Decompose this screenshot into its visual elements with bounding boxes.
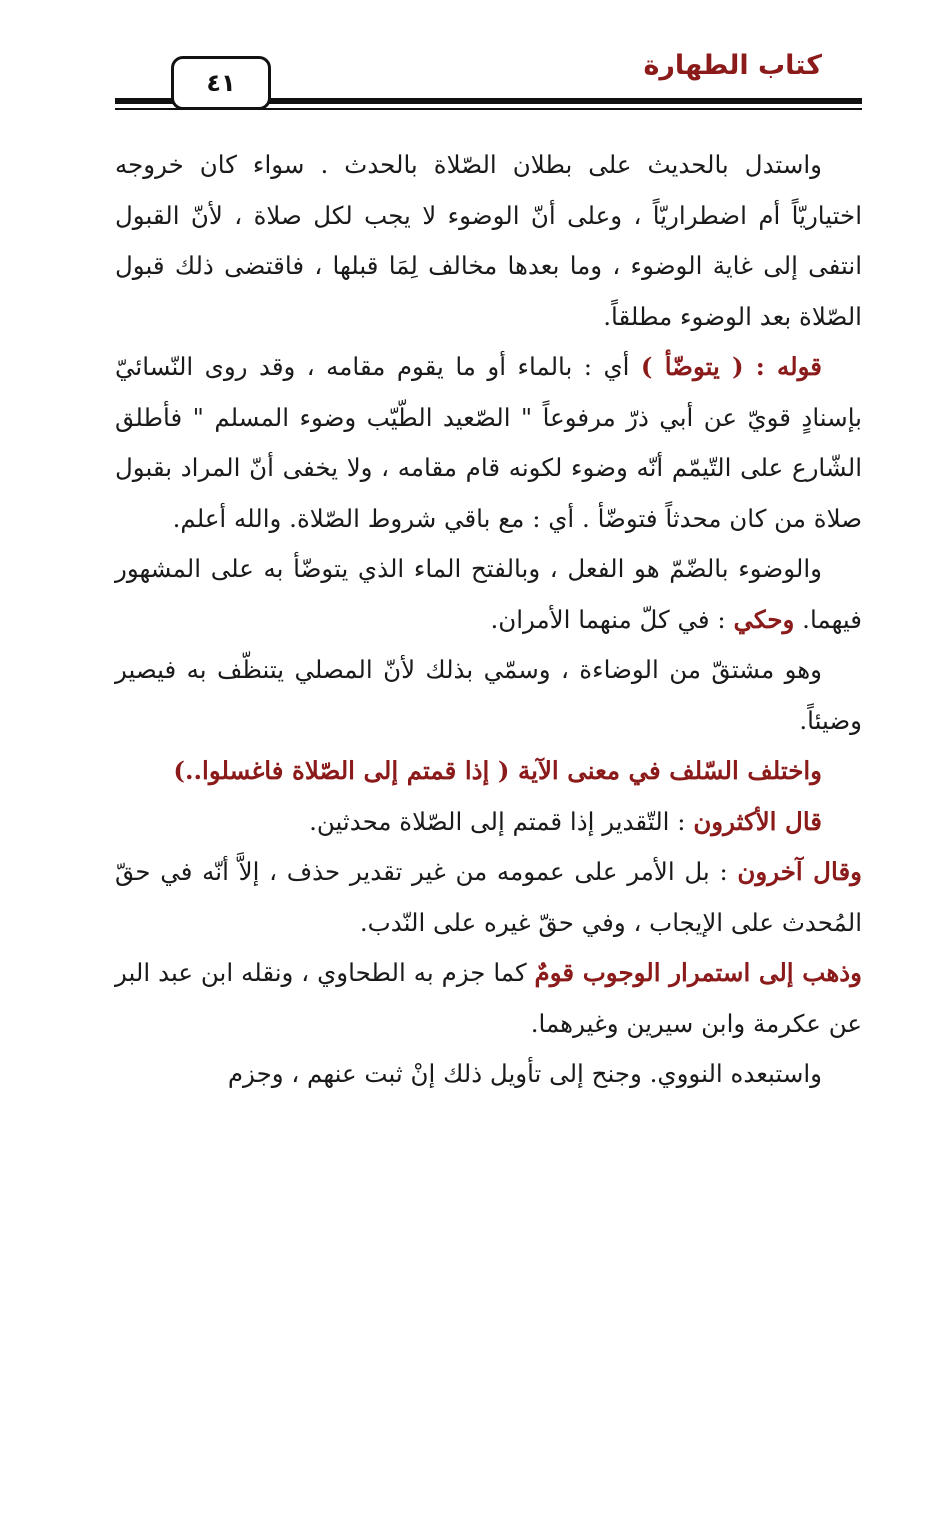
- paragraph-text: واستدل بالحديث على بطلان الصّلاة بالحدث . سواء كان خروجه اختياريّاً أم اضطراريّاً ، وعلى أنّ الوضوء لا يجب لكل صلاة ، لأنّ القبول انتفى إلى غاية الوضوء ، وما بعدها مخالف لِمَا قبلها ، فاقتضى ذلك قبول الصّلاة بعد الوضوء مطلقاً.: [115, 150, 862, 331]
- paragraph-lead: وذهب إلى استمرار الوجوب قومٌ: [534, 958, 862, 987]
- paragraph-text: واستبعده النووي. وجنح إلى تأويل ذلك إنْ ثبت عنهم ، وجزم: [227, 1059, 822, 1088]
- paragraph-inline-lead: وحكي: [733, 604, 795, 634]
- page-number-box: [171, 56, 271, 110]
- paragraph-2: [115, 342, 862, 544]
- page-number: ٤١: [206, 69, 236, 97]
- paragraph-9: [115, 1049, 862, 1100]
- paragraph-text: : التّقدير إذا قمتم إلى الصّلاة محدثين.: [309, 806, 694, 836]
- paragraph-8: [115, 948, 862, 1049]
- book-title: كتاب الطهارة: [643, 50, 822, 81]
- page-body: [115, 140, 862, 1100]
- paragraph-text: : بل الأمر على عمومه من غير تقدير حذف ، إلاَّ أنّه في حقّ المُحدث على الإيجاب ، وفي حقّ غيره على النّدب.: [115, 857, 862, 937]
- paragraph-text: أي : بالماء أو ما يقوم مقامه ، وقد روى النّسائيّ بإسنادٍ قويّ عن أبي ذرّ مرفوعاً " الصّعيد الطّيّب وضوء المسلم " فأطلق الشّارع على التّيمّم أنّه وضوء لكونه قام مقامه ، ولا يخفى أنّ المراد بقبول صلاة من كان محدثاً فتوضّأ . أي : مع باقي شروط الصّلاة. والله أعلم.: [115, 352, 862, 533]
- paragraph-text: وهو مشتقّ من الوضاءة ، وسمّي بذلك لأنّ المصلي يتنظّف به فيصير وضيئاً.: [115, 655, 862, 735]
- paragraph-lead: قال الأكثرون: [693, 806, 822, 836]
- paragraph-text: والوضوء بالضّمّ هو الفعل ، وبالفتح الماء الذي يتوضّأ به على المشهور فيهما.: [115, 554, 862, 634]
- paragraph-3: [115, 544, 862, 645]
- page-header: [115, 40, 862, 120]
- paragraph-1: [115, 140, 862, 342]
- paragraph-text-continued: : في كلّ منهما الأمران.: [490, 604, 734, 634]
- paragraph-text: كما جزم به الطحاوي ، ونقله ابن عبد البر عن عكرمة وابن سيرين وغيرهما.: [115, 958, 862, 1038]
- section-heading: واختلف السّلف في معنى الآية ( إذا قمتم إلى الصّلاة فاغسلوا..): [173, 756, 822, 785]
- paragraph-lead: قوله : ( يتوضّأ ): [640, 352, 823, 381]
- paragraph-4: [115, 645, 862, 746]
- paragraph-7: [115, 847, 862, 948]
- paragraph-6: [115, 797, 862, 848]
- paragraph-lead: وقال آخرون: [737, 857, 862, 886]
